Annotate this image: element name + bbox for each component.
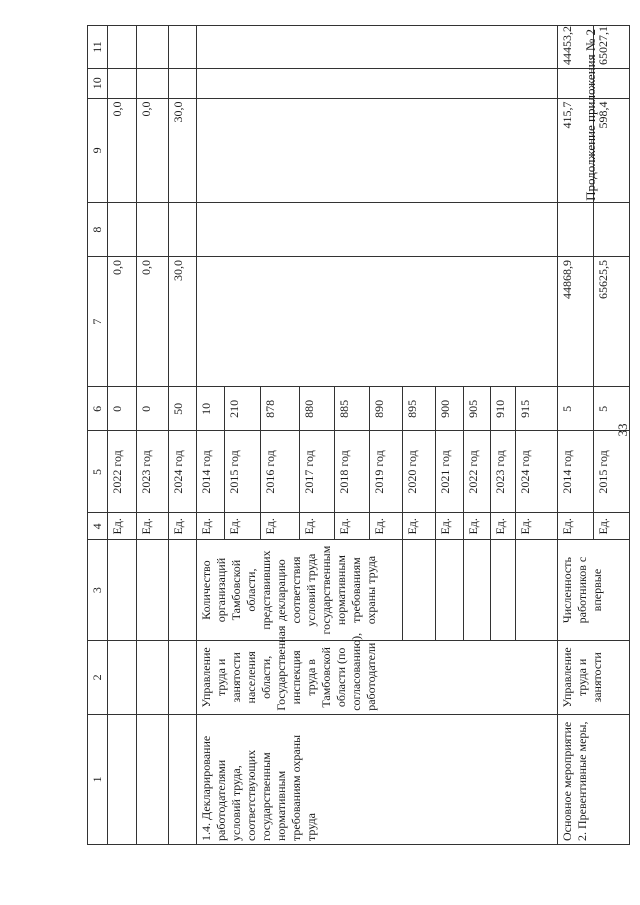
- value-cell: 44868,9: [558, 256, 594, 386]
- table-cell: [491, 540, 516, 641]
- appendix-note: Продолжение приложения № 2: [583, 29, 598, 201]
- unit-cell: Ед.: [464, 513, 491, 540]
- table-cell: [558, 203, 594, 257]
- executor: Управление труда и занятости: [558, 640, 630, 714]
- year-cell: 2024 год: [169, 431, 197, 513]
- table-cell: [108, 540, 137, 641]
- unit-cell: Ед.: [108, 513, 137, 540]
- table-cell: [137, 26, 169, 69]
- year-cell: 2022 год: [108, 431, 137, 513]
- table-cell: [169, 714, 197, 844]
- unit-cell: Ед.: [516, 513, 558, 540]
- value-cell: 30,0: [169, 256, 197, 386]
- value-cell: 878: [261, 387, 300, 431]
- table-cell: [516, 540, 558, 641]
- value-cell: 0,0: [108, 98, 137, 203]
- value-cell: 915: [516, 387, 558, 431]
- value-cell: 885: [335, 387, 370, 431]
- header-row: [88, 26, 108, 845]
- header-cell: 11: [88, 26, 108, 69]
- table-cell: [108, 640, 137, 714]
- value-cell: 598,4: [594, 98, 630, 203]
- value-cell: 0,0: [108, 256, 137, 386]
- header-cell: 8: [88, 203, 108, 257]
- header-cell: 9: [88, 98, 108, 203]
- value-cell: 415,7: [558, 98, 594, 203]
- value-cell: 44453,2: [558, 26, 594, 69]
- value-cell: 65625,5: [594, 256, 630, 386]
- table-cell: [108, 714, 137, 844]
- table-cell: [464, 540, 491, 641]
- year-cell: 2017 год: [300, 431, 335, 513]
- value-cell: 0: [108, 387, 137, 431]
- year-cell: 2015 год: [225, 431, 261, 513]
- value-cell: 50: [169, 387, 197, 431]
- unit-cell: Ед.: [137, 513, 169, 540]
- table-cell: [169, 203, 197, 257]
- table-cell: [197, 256, 558, 386]
- header-cell: 7: [88, 256, 108, 386]
- table-cell: [137, 640, 169, 714]
- header-cell: 1: [88, 714, 108, 844]
- value-cell: 895: [403, 387, 436, 431]
- header-cell: 5: [88, 431, 108, 513]
- table-cell: [108, 69, 137, 99]
- header-cell: 4: [88, 513, 108, 540]
- table-cell: [403, 540, 436, 641]
- table-cell: [436, 540, 464, 641]
- table-cell: [169, 540, 197, 641]
- page-number: 33: [615, 423, 630, 437]
- table-cell: [108, 203, 137, 257]
- unit-cell: Ед.: [370, 513, 403, 540]
- unit-cell: Ед.: [594, 513, 630, 540]
- value-cell: 5: [594, 387, 630, 431]
- value-cell: 0: [137, 387, 169, 431]
- value-cell: 0,0: [137, 98, 169, 203]
- value-cell: 30,0: [169, 98, 197, 203]
- table-cell: [197, 98, 558, 203]
- rotated-page: [87, 25, 635, 845]
- year-cell: 2021 год: [436, 431, 464, 513]
- value-cell: 910: [491, 387, 516, 431]
- table-cell: [169, 69, 197, 99]
- unit-cell: Ед.: [197, 513, 225, 540]
- year-cell: 2019 год: [370, 431, 403, 513]
- header-cell: 6: [88, 387, 108, 431]
- value-cell: 905: [464, 387, 491, 431]
- table-row: [197, 26, 225, 845]
- indicator: Количество организаций Тамбовской области, представивших декларацию соответствия условий труда государственным нормативным требованиям охраны труда: [197, 540, 403, 641]
- year-cell: 2014 год: [558, 431, 594, 513]
- header-cell: 2: [88, 640, 108, 714]
- measure-name: Основное мероприятие 2. Превентивные меры,: [558, 714, 630, 844]
- measure-name: 1.4. Декларирование работодателями условий труда, соответствующих государственным нормативным требованиям охраны труда: [197, 714, 558, 844]
- value-cell: 210: [225, 387, 261, 431]
- year-cell: 2024 год: [516, 431, 558, 513]
- unit-cell: Ед.: [335, 513, 370, 540]
- indicator: Численность работников с впервые: [558, 540, 630, 641]
- unit-cell: Ед.: [261, 513, 300, 540]
- table-cell: [137, 540, 169, 641]
- year-cell: 2020 год: [403, 431, 436, 513]
- table-cell: [197, 69, 558, 99]
- table-cell: [137, 714, 169, 844]
- unit-cell: Ед.: [225, 513, 261, 540]
- value-cell: 10: [197, 387, 225, 431]
- plan-table: [87, 25, 630, 845]
- unit-cell: Ед.: [403, 513, 436, 540]
- unit-cell: Ед.: [491, 513, 516, 540]
- value-cell: 880: [300, 387, 335, 431]
- unit-cell: Ед.: [169, 513, 197, 540]
- unit-cell: Ед.: [300, 513, 335, 540]
- year-cell: 2022 год: [464, 431, 491, 513]
- unit-cell: Ед.: [558, 513, 594, 540]
- table-cell: [197, 26, 558, 69]
- header-cell: 10: [88, 69, 108, 99]
- table-cell: [169, 640, 197, 714]
- value-cell: 65027,1: [594, 26, 630, 69]
- year-cell: 2015 год: [594, 431, 630, 513]
- table-cell: [137, 69, 169, 99]
- value-cell: 5: [558, 387, 594, 431]
- year-cell: 2018 год: [335, 431, 370, 513]
- unit-cell: Ед.: [436, 513, 464, 540]
- year-cell: 2014 год: [197, 431, 225, 513]
- table-row: [108, 26, 137, 845]
- table-cell: [137, 203, 169, 257]
- year-cell: 2023 год: [491, 431, 516, 513]
- table-row: [169, 26, 197, 845]
- table-cell: [108, 26, 137, 69]
- header-cell: 3: [88, 540, 108, 641]
- executor: Управление труда и занятости населения области, Государственная инспекция труда в Тамбовской области (по согласованию), работодатели: [197, 640, 558, 714]
- table-cell: [169, 26, 197, 69]
- year-cell: 2016 год: [261, 431, 300, 513]
- year-cell: 2023 год: [137, 431, 169, 513]
- value-cell: 890: [370, 387, 403, 431]
- value-cell: 0,0: [137, 256, 169, 386]
- table-row: [137, 26, 169, 845]
- value-cell: 900: [436, 387, 464, 431]
- table-cell: [197, 203, 558, 257]
- table-cell: [594, 203, 630, 257]
